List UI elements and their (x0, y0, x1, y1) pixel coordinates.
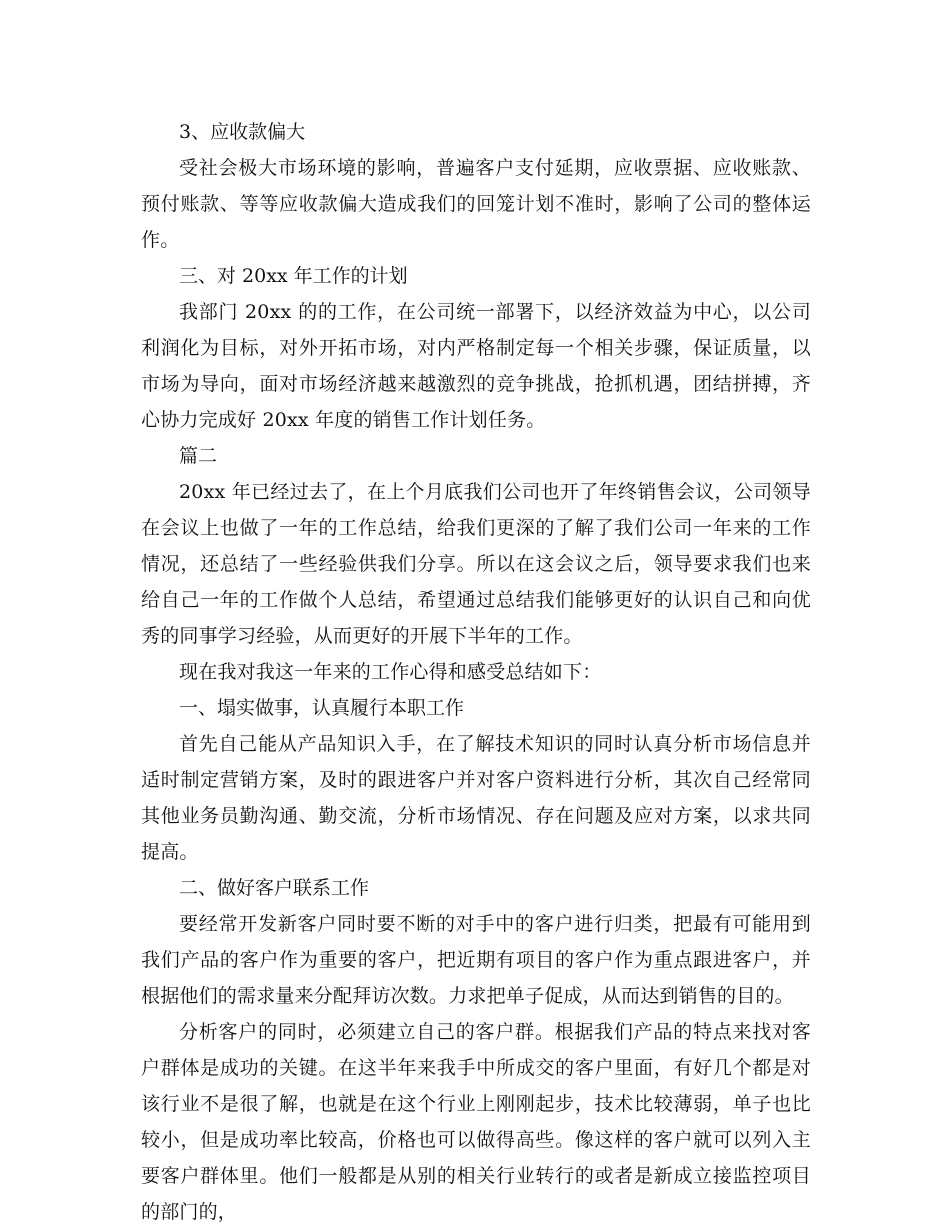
paragraph: 我部门 20xx 的的工作，在公司统一部署下，以经济效益为中心，以公司利润化为目标，对外开拓市场，对内严格制定每一个相关步骤，保证质量，以市场为导向，面对市场经济越来越激烈的竞争挑战，抢抓机遇，团结拼搏，齐心协力完成好 20xx 年度的销售工作计划任务。 (141, 301, 811, 431)
section-heading: 一、塌实做事，认真履行本职工作 (179, 697, 465, 719)
section-heading: 三、对 20xx 年工作的计划 (179, 265, 408, 287)
section-heading: 篇二 (179, 445, 218, 467)
document-body (141, 114, 811, 1230)
paragraph: 首先自己能从产品知识入手，在了解技术知识的同时认真分析市场信息并适时制定营销方案，及时的跟进客户并对客户资料进行分析，其次自己经常同其他业务员勤沟通、勤交流，分析市场情况、存在问题及应对方案，以求共同提高。 (141, 733, 811, 863)
paragraph: 分析客户的同时，必须建立自己的客户群。根据我们产品的特点来找对客户群体是成功的关键。在这半年来我手中所成交的客户里面，有好几个都是对该行业不是很了解，也就是在这个行业上刚刚起步，技术比较薄弱，单子也比较小，但是成功率比较高，价格也可以做得高些。像这样的客户就可以列入主要客户群体里。他们一般都是从别的相关行业转行的或者是新成立接监控项目的部门的， (141, 1021, 811, 1223)
paragraph: 受社会极大市场环境的影响，普遍客户支付延期，应收票据、应收账款、预付账款、等等应收款偏大造成我们的回笼计划不准时，影响了公司的整体运作。 (141, 157, 811, 251)
section-heading: 二、做好客户联系工作 (179, 877, 370, 899)
paragraph: 要经常开发新客户同时要不断的对手中的客户进行归类，把最有可能用到我们产品的客户作为重要的客户，把近期有项目的客户作为重点跟进客户，并根据他们的需求量来分配拜访次数。力求把单子促成，从而达到销售的目的。 (141, 913, 811, 1007)
section-heading: 3、应收款偏大 (179, 121, 306, 143)
paragraph: 20xx 年已经过去了，在上个月底我们公司也开了年终销售会议，公司领导在会议上也做了一年的工作总结，给我们更深的了解了我们公司一年来的工作情况，还总结了一些经验供我们分享。所以在这会议之后，领导要求我们也来给自己一年的工作做个人总结，希望通过总结我们能够更好的认识自己和向优秀的同事学习经验，从而更好的开展下半年的工作。 (141, 481, 811, 647)
paragraph: 现在我对我这一年来的工作心得和感受总结如下： (179, 661, 602, 683)
